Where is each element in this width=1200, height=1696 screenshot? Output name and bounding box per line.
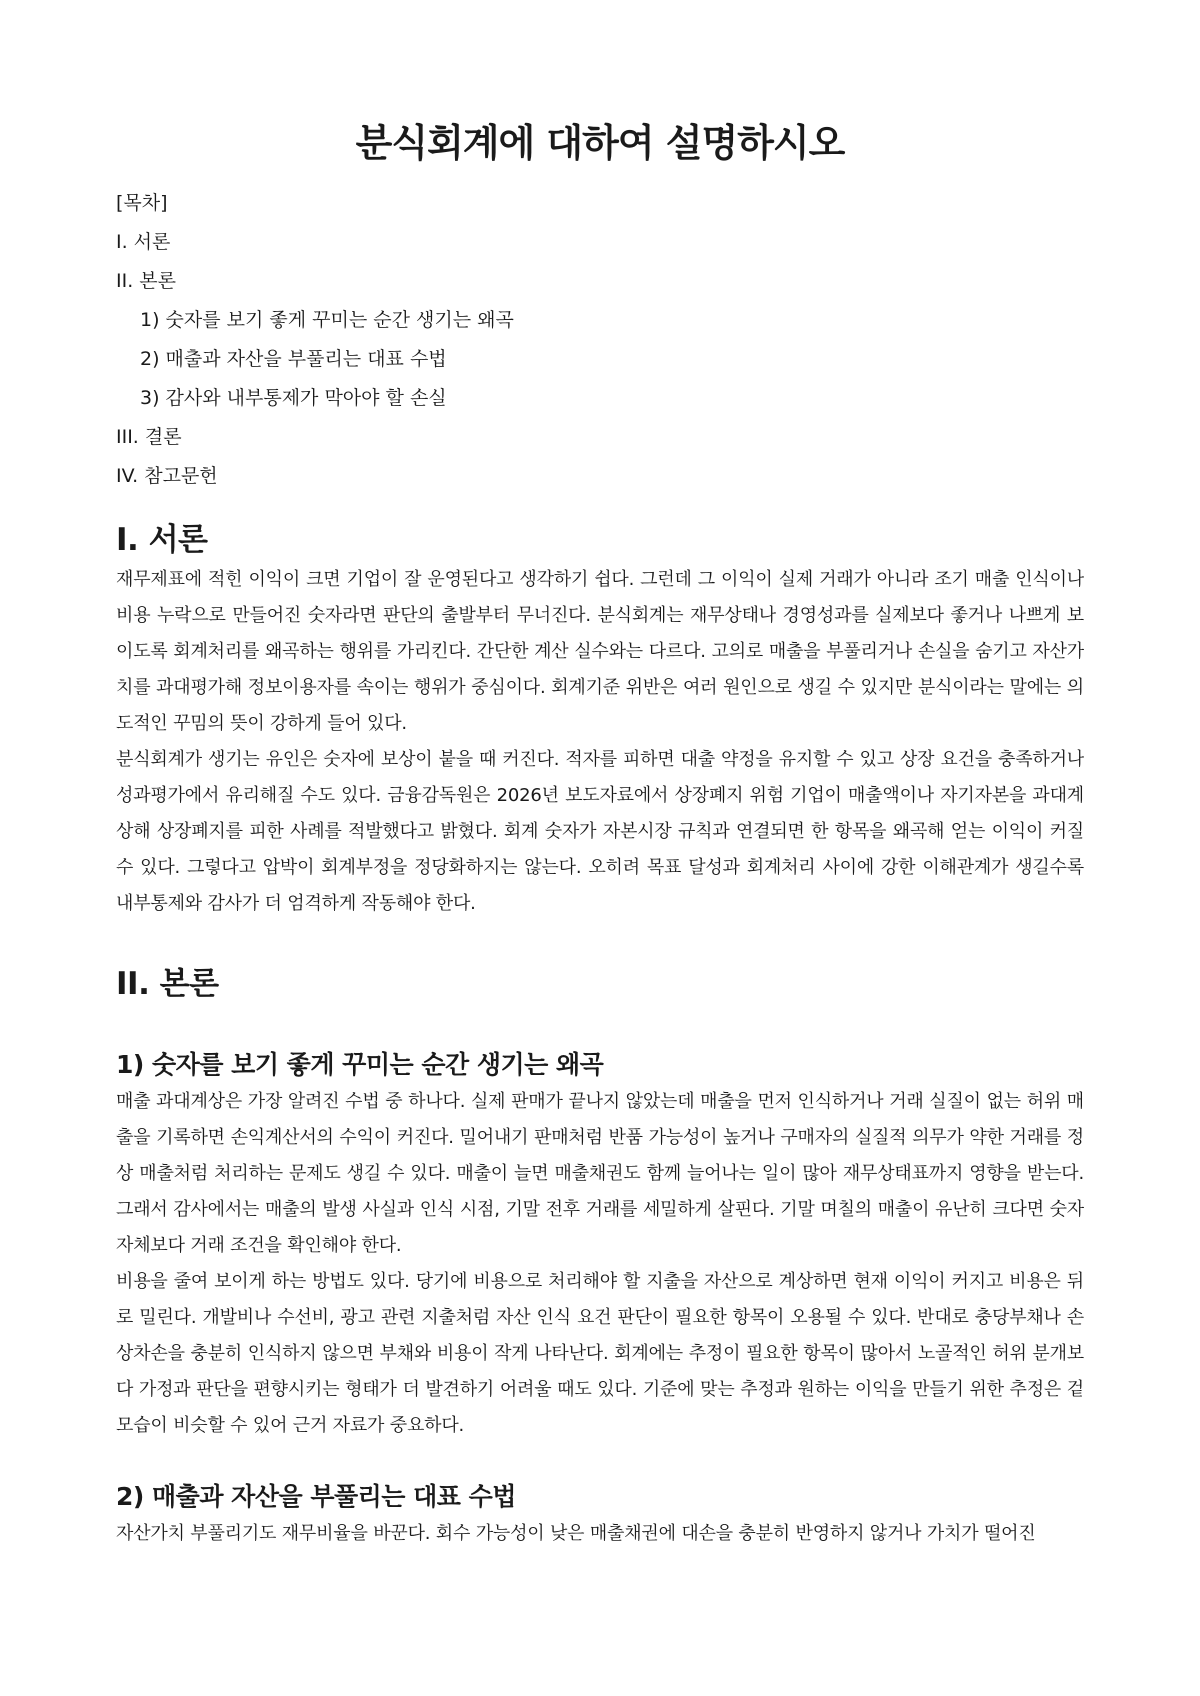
intro-paragraph-2: 분식회계가 생기는 유인은 숫자에 보상이 붙을 때 커진다. 적자를 피하면 대출 약정을 유지할 수 있고 상장 요건을 충족하거나 성과평가에서 유리해질 수도 있다. 금융감독원은 2026년 보도자료에서 상장폐지 위험 기업이 매출액이나 자기자본을 과대계상해 상장폐지를 피한 사례를 적발했다고 밝혔다. 회계 숫자가 자본시장 규칙과 연결되면 한 항목을 왜곡해 얻는 이익이 커질 수 있다. 그렇다고 압박이 회계부정을 정당화하지는 않는다. 오히려 목표 달성과 회계처리 사이에 강한 이해관계가 생길수록 내부통제와 감사가 더 엄격하게 작동해야 한다. <box>116 749 1084 914</box>
toc-item-body-2: 2) 매출과 자산을 부풀리는 대표 수법 <box>140 348 447 370</box>
subsection-inflation-methods <box>116 1478 1084 1552</box>
section-heading-body: II. 본론 <box>116 966 219 1002</box>
toc-item-conclusion: III. 결론 <box>116 426 182 448</box>
subsection-heading-1: 1) 숫자를 보기 좋게 꾸미는 순간 생기는 왜곡 <box>116 1050 604 1079</box>
body-2-paragraph-1: 자산가치 부풀리기도 재무비율을 바꾼다. 회수 가능성이 낮은 매출채권에 대손을 충분히 반영하지 않거나 가치가 떨어진 <box>116 1523 1036 1544</box>
document-title: 분식회계에 대하여 설명하시오 <box>355 121 845 165</box>
toc-item-body: II. 본론 <box>116 270 176 292</box>
section-introduction <box>116 518 1084 922</box>
toc-item-references: IV. 참고문헌 <box>116 465 218 487</box>
body-1-paragraph-1: 매출 과대계상은 가장 알려진 수법 중 하나다. 실제 판매가 끝나지 않았는데 매출을 먼저 인식하거나 거래 실질이 없는 허위 매출을 기록하면 손익계산서의 수익이 커진다. 밀어내기 판매처럼 반품 가능성이 높거나 구매자의 실질적 의무가 약한 거래를 정상 매출처럼 처리하는 문제도 생길 수 있다. 매출이 늘면 매출채권도 함께 늘어나는 일이 많아 재무상태표까지 영향을 받는다. 그래서 감사에서는 매출의 발생 사실과 인식 시점, 기말 전후 거래를 세밀하게 살핀다. 기말 며칠의 매출이 유난히 크다면 숫자 자체보다 거래 조건을 확인해야 한다. <box>116 1091 1084 1256</box>
intro-paragraph-1: 재무제표에 적힌 이익이 크면 기업이 잘 운영된다고 생각하기 쉽다. 그런데 그 이익이 실제 거래가 아니라 조기 매출 인식이나 비용 누락으로 만들어진 숫자라면 판단의 출발부터 무너진다. 분식회계는 재무상태나 경영성과를 실제보다 좋거나 나쁘게 보이도록 회계처리를 왜곡하는 행위를 가리킨다. 간단한 계산 실수와는 다르다. 고의로 매출을 부풀리거나 손실을 숨기고 자산가치를 과대평가해 정보이용자를 속이는 행위가 중심이다. 회계기준 위반은 여러 원인으로 생길 수 있지만 분식이라는 말에는 의도적인 꾸밈의 뜻이 강하게 들어 있다. <box>116 569 1084 734</box>
section-body <box>116 962 1084 1552</box>
toc-item-intro: I. 서론 <box>116 231 171 253</box>
section-heading-introduction: I. 서론 <box>116 522 208 558</box>
subsection-heading-2: 2) 매출과 자산을 부풀리는 대표 수법 <box>116 1482 516 1511</box>
table-of-contents <box>116 184 1084 496</box>
subsection-distortion <box>116 1046 1084 1444</box>
body-1-paragraph-2: 비용을 줄여 보이게 하는 방법도 있다. 당기에 비용으로 처리해야 할 지출을 자산으로 계상하면 현재 이익이 커지고 비용은 뒤로 밀린다. 개발비나 수선비, 광고 관련 지출처럼 자산 인식 요건 판단이 필요한 항목이 오용될 수 있다. 반대로 충당부채나 손상차손을 충분히 인식하지 않으면 부채와 비용이 작게 나타난다. 회계에는 추정이 필요한 항목이 많아서 노골적인 허위 분개보다 가정과 판단을 편향시키는 형태가 더 발견하기 어려울 때도 있다. 기준에 맞는 추정과 원하는 이익을 만들기 위한 추정은 겉모습이 비슷할 수 있어 근거 자료가 중요하다. <box>116 1271 1084 1436</box>
toc-item-body-1: 1) 숫자를 보기 좋게 꾸미는 순간 생기는 왜곡 <box>140 309 514 331</box>
toc-heading: [목차] <box>116 192 168 214</box>
toc-item-body-3: 3) 감사와 내부통제가 막아야 할 손실 <box>140 387 447 409</box>
